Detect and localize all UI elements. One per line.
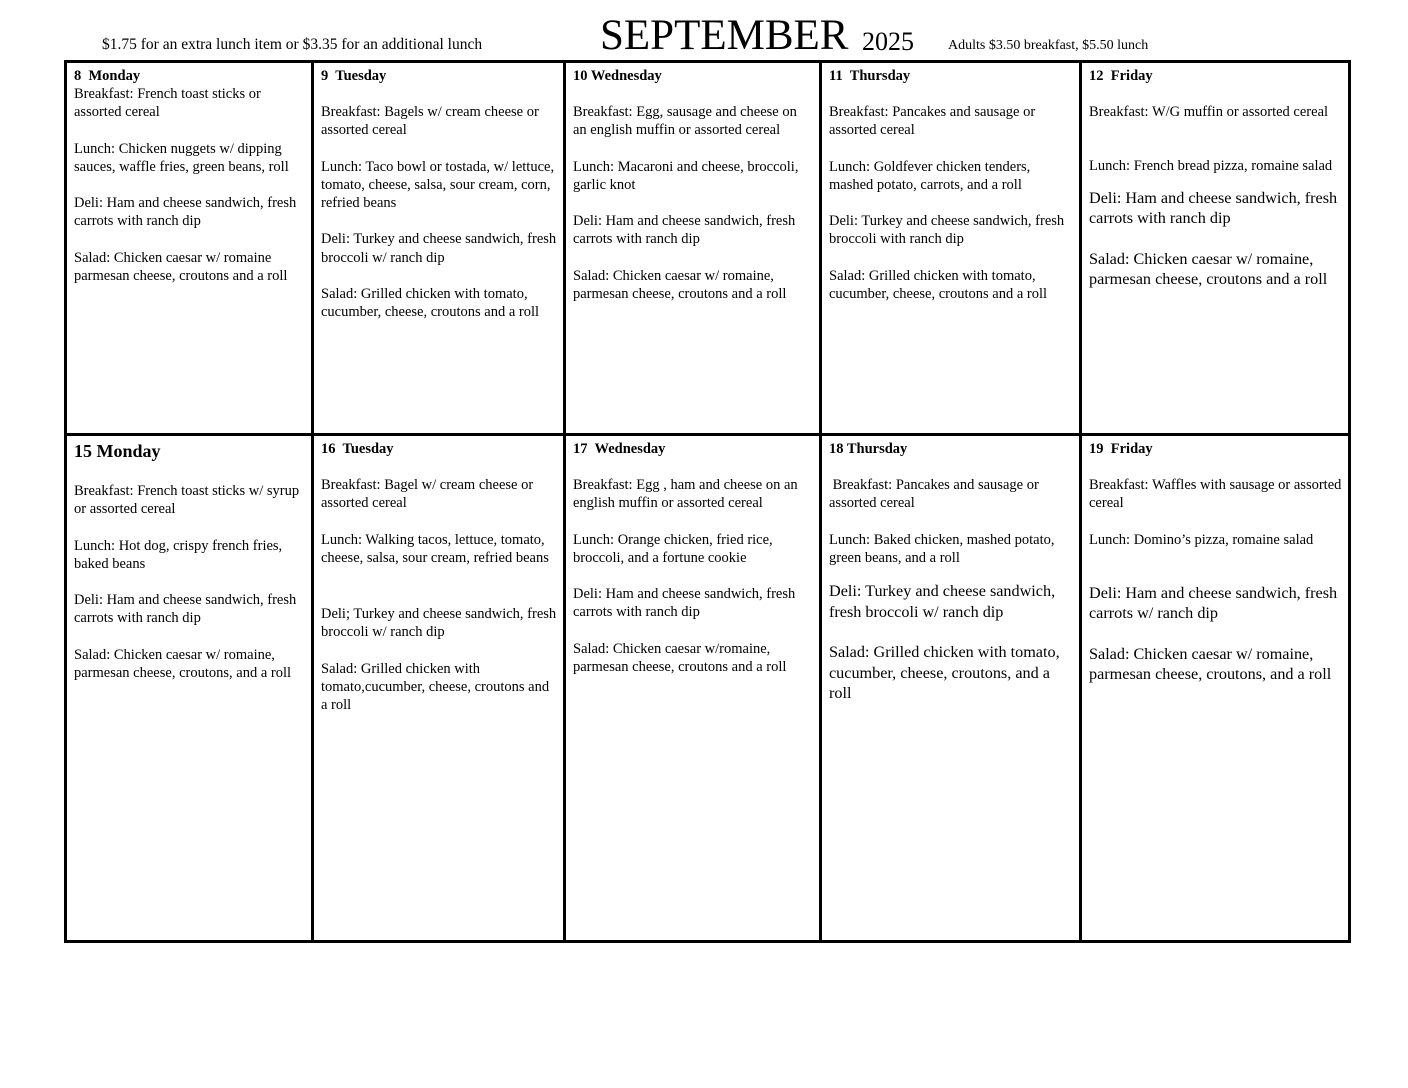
lunch-entry: Lunch: Domino’s pizza, romaine salad bbox=[1089, 531, 1314, 548]
day-cell-sep-10 bbox=[566, 63, 822, 436]
salad-entry: Salad: Chicken caesar w/ romaine, parmesan cheese, croutons and a roll bbox=[573, 267, 787, 303]
deli-entry: Deli; Turkey and cheese sandwich, fresh broccoli w/ ranch dip bbox=[321, 606, 557, 641]
salad-entry: Salad: Grilled chicken with tomato, cucumber, cheese, croutons and a roll bbox=[321, 286, 540, 321]
salad-entry: Salad: Chicken caesar w/ romaine, parmesan cheese, croutons, and a roll bbox=[74, 646, 292, 682]
salad-entry: Salad: Grilled chicken with tomato,cucumber, cheese, croutons and a roll bbox=[321, 660, 550, 714]
day-heading: 8 Monday bbox=[74, 68, 141, 84]
day-cell-sep-17 bbox=[566, 436, 822, 940]
day-heading: 10 Wednesday bbox=[573, 68, 662, 84]
breakfast-entry: Breakfast: Pancakes and sausage or assorted cereal bbox=[829, 477, 1043, 512]
breakfast-entry: Breakfast: W/G muffin or assorted cereal bbox=[1089, 104, 1329, 120]
adult-price-note: Adults $3.50 breakfast, $5.50 lunch bbox=[948, 38, 1149, 53]
breakfast-entry: Breakfast: Bagel w/ cream cheese or assorted cereal bbox=[321, 477, 534, 512]
breakfast-entry: Breakfast: Bagels w/ cream cheese or assorted cereal bbox=[321, 104, 539, 139]
day-cell-sep-16 bbox=[314, 436, 566, 940]
lunch-entry: Lunch: Baked chicken, mashed potato, green beans, and a roll bbox=[829, 531, 1055, 566]
year-title: 2025 bbox=[862, 27, 914, 56]
day-heading: 15 Monday bbox=[74, 441, 161, 461]
salad-entry: Salad: Grilled chicken with tomato, cucumber, cheese, croutons and a roll bbox=[829, 267, 1048, 303]
lunch-entry: Lunch: Goldfever chicken tenders, mashed potato, carrots, and a roll bbox=[829, 158, 1031, 193]
breakfast-entry: Breakfast: French toast sticks w/ syrup or assorted cereal bbox=[74, 483, 300, 518]
lunch-entry: Lunch: Chicken nuggets w/ dipping sauces, waffle fries, green beans, roll bbox=[74, 140, 289, 175]
lunch-entry: Lunch: Hot dog, crispy french fries, baked beans bbox=[74, 537, 283, 572]
deli-entry: Deli: Ham and cheese sandwich, fresh carrots with ranch dip bbox=[74, 195, 297, 230]
salad-entry: Salad: Chicken caesar w/ romaine parmesan cheese, croutons and a roll bbox=[74, 249, 288, 285]
deli-entry: Deli: Turkey and cheese sandwich, fresh broccoli with ranch dip bbox=[829, 213, 1065, 248]
day-cell-sep-19 bbox=[1082, 436, 1348, 940]
deli-entry: Deli: Ham and cheese sandwich, fresh carrots w/ ranch dip bbox=[1089, 583, 1338, 623]
deli-entry: Deli: Ham and cheese sandwich, fresh carrots with ranch dip bbox=[74, 592, 297, 627]
day-cell-sep-12 bbox=[1082, 63, 1348, 436]
day-cell-sep-11 bbox=[822, 63, 1082, 436]
salad-entry: Salad: Chicken caesar w/ romaine, parmesan cheese, croutons, and a roll bbox=[1089, 644, 1332, 684]
day-heading: 16 Tuesday bbox=[321, 441, 394, 457]
lunch-entry: Lunch: Taco bowl or tostada, w/ lettuce, tomato, cheese, salsa, sour cream, corn, refried beans bbox=[321, 158, 555, 212]
breakfast-entry: Breakfast: Egg, sausage and cheese on an english muffin or assorted cereal bbox=[573, 104, 797, 139]
day-cell-sep-18 bbox=[822, 436, 1082, 940]
salad-entry: Salad: Grilled chicken with tomato, cucumber, cheese, croutons, and a roll bbox=[829, 643, 1060, 703]
day-heading: 9 Tuesday bbox=[321, 68, 387, 84]
menu-calendar-grid bbox=[64, 60, 1351, 943]
deli-entry: Deli: Ham and cheese sandwich, fresh carrots with ranch dip bbox=[573, 586, 796, 621]
day-heading: 18 Thursday bbox=[829, 441, 908, 457]
breakfast-entry: Breakfast: French toast sticks or assorted cereal bbox=[74, 86, 261, 121]
day-heading: 19 Friday bbox=[1089, 441, 1153, 457]
day-cell-sep-9 bbox=[314, 63, 566, 436]
deli-entry: Deli: Ham and cheese sandwich, fresh carrots with ranch dip bbox=[1089, 188, 1338, 228]
breakfast-entry: Breakfast: Egg , ham and cheese on an english muffin or assorted cereal bbox=[573, 477, 798, 512]
lunch-entry: Lunch: Macaroni and cheese, broccoli, garlic knot bbox=[573, 158, 799, 193]
month-title: SEPTEMBER bbox=[600, 12, 849, 59]
breakfast-entry: Breakfast: Waffles with sausage or assorted cereal bbox=[1089, 477, 1342, 512]
day-cell-sep-15 bbox=[67, 436, 314, 940]
extra-lunch-price-note: $1.75 for an extra lunch item or $3.35 for an additional lunch bbox=[102, 36, 483, 53]
day-cell-sep-8 bbox=[67, 63, 314, 436]
salad-entry: Salad: Chicken caesar w/romaine, parmesan cheese, croutons and a roll bbox=[573, 640, 787, 676]
salad-entry: Salad: Chicken caesar w/ romaine, parmesan cheese, croutons and a roll bbox=[1089, 249, 1328, 289]
lunch-entry: Lunch: Orange chicken, fried rice, broccoli, and a fortune cookie bbox=[573, 531, 773, 566]
lunch-entry: Lunch: French bread pizza, romaine salad bbox=[1089, 158, 1333, 175]
lunch-entry: Lunch: Walking tacos, lettuce, tomato, cheese, salsa, sour cream, refried beans bbox=[321, 531, 549, 566]
breakfast-entry: Breakfast: Pancakes and sausage or assorted cereal bbox=[829, 104, 1036, 139]
deli-entry: Deli: Ham and cheese sandwich, fresh carrots with ranch dip bbox=[573, 213, 796, 248]
deli-entry: Deli: Turkey and cheese sandwich, fresh broccoli w/ ranch dip bbox=[829, 582, 1056, 621]
day-heading: 12 Friday bbox=[1089, 68, 1153, 84]
deli-entry: Deli: Turkey and cheese sandwich, fresh broccoli w/ ranch dip bbox=[321, 231, 557, 266]
day-heading: 11 Thursday bbox=[829, 68, 911, 84]
day-heading: 17 Wednesday bbox=[573, 441, 666, 457]
